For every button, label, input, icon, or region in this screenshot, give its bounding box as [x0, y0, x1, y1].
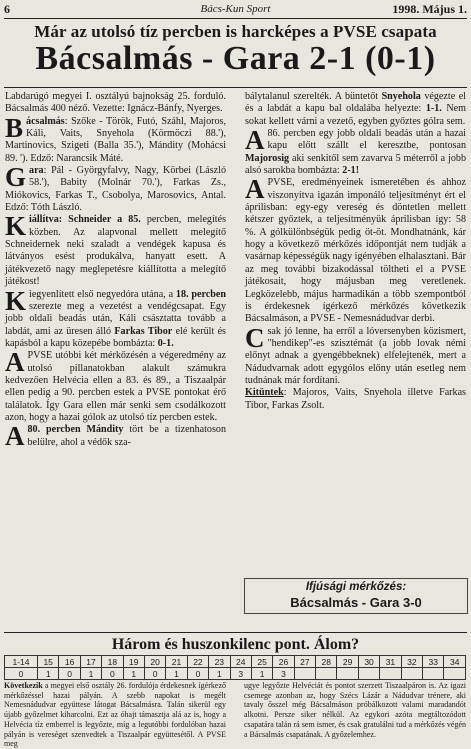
points-cell: 1 [251, 668, 272, 680]
points-cell: 0 [102, 668, 123, 680]
points-cell: 3 [230, 668, 251, 680]
points-cell: 1 [80, 668, 101, 680]
points-cell [380, 668, 401, 680]
page-header [4, 2, 467, 18]
points-cell [294, 668, 315, 680]
section-rule [4, 632, 467, 633]
standouts-paragraph: Kitüntek: Majoros, Vaits, Snyehola illetve Farkas Tibor, Farkas Zsolt. [245, 387, 466, 411]
round-cell: 18 [102, 656, 123, 668]
points-cell: 1 [123, 668, 144, 680]
match-intro: Labdarúgó megyei I. osztályú bajnokság 25. forduló. Bácsalmás 400 néző. Vezette: Ignácz-Bánfy, Nyerges. [5, 91, 226, 115]
points-cell: 3 [273, 668, 294, 680]
headline-rule [4, 87, 467, 88]
round-cell: 26 [273, 656, 294, 668]
sending-off-paragraph: Kiállítva: Schneider a 85. percben, melegítés közben. Az alapvonal mellett melegítő Schneidernek neki szaladt a vendégek kapusa és látványos esést produkálva, hanyatt esett. A játékvezető nagy meglepetésre kiállította a melegítő játékost! [5, 211, 226, 288]
drop-cap: G [5, 162, 27, 193]
round-cell: 1-14 [5, 656, 38, 668]
lineup-away: Gara: Pál - Györgyfalvy, Nagy, Körbei (László 58.'), Babity (Molnár 70.'), Farkas Zs., Miókovics, Farkas T., Csobolya, Marosovics, Antal. Edző: Tóth László. [5, 162, 226, 214]
drop-cap: A [5, 421, 25, 452]
drop-cap: K [5, 285, 27, 316]
drop-cap: B [5, 112, 24, 143]
points-cell: 1 [166, 668, 187, 680]
drop-cap: A [245, 174, 265, 205]
drop-cap: A [245, 125, 265, 156]
preview-column-left: Következik a megyei első osztály 26. fordulója érdekesnek ígérkező mérkőzéssel hazai pályán. A szebb napokat is megélt Nemesnádudvar együttese látogat Bácsalmásra. Talán sikerül egy újabb győzelmet kiharcolni. Ezt az óhajt támasztja alá az is, hogy a Helvécia tíz emberrel is legyőzte, míg a legutóbbi fordulóban hazai pályán is vereséget szenvedtek a Tiszaalpár együttesétől. A PVSE meg [4, 681, 226, 749]
points-cell [358, 668, 379, 680]
points-table [4, 655, 466, 680]
equalizer-paragraph: A 80. percben Mándity tört be a tizenhatoson belülre, ahol a védők sza- [5, 421, 226, 452]
preview-column-right: ugye legyőzte Helvéciát és pontot szerzett Tiszaalpáron is. Az igazi csemege azonban az, hogy Szécs Lázár a Nádudvar trénere, aki tavaly ősszel még Bácsalmáson próbálkozott valami maradandót alkotni. Persze siker nélkül. Az egykori azóta megtáltozódott csapatára talán rá sem ismer, és csak gratulálni tud a mérkőzés végén a Bácsalmás csapatának. A győzelemhez. [244, 681, 466, 739]
round-cell: 21 [166, 656, 187, 668]
round-cell: 24 [230, 656, 251, 668]
round-cell: 31 [380, 656, 401, 668]
points-section-title: Három és huszonkilenc pont. Álom? [111, 636, 360, 653]
penalty-paragraph: bálytalanul szerelték. A büntetőt Snyehola végezte el és a labdát a kapu bal oldalába helyezte: 1-1. Nem sokat kellett várni a vezető, egyben győztes gólra sem. [245, 91, 466, 127]
points-cell: 0 [144, 668, 165, 680]
round-cell: 33 [423, 656, 444, 668]
header-rule [4, 18, 467, 19]
round-cell: 30 [358, 656, 379, 668]
publication-name: Bács-Kun Sport [200, 3, 271, 15]
points-cell [423, 668, 444, 680]
article-column-left [5, 91, 226, 452]
handicap-paragraph: Csak jó lenne, ha erről a lóversenyben közismert, "hendikep"-es szisztémát (a jobb lovak némi előnyt adnak a gyengébbeknek) elfelejtenék, mert a Nádudvarnak adott egygólos előny után esetleg nem tudnának már fordítani. [245, 322, 466, 386]
points-cell [444, 668, 466, 680]
points-cell: 0 [5, 668, 38, 680]
first-goal-paragraph: Kiegyenlített első negyedóra utána, a 18. percben szerezte meg a vezetést a vendégcsapat. Egy jobb oldali beadás után, Káli császtatta tovább a labdát, ami az üresen álló Farkas Tibor elé került és kapásból a kapu közepébe bombázta: 0-1. [5, 285, 226, 349]
round-cell: 20 [144, 656, 165, 668]
round-cell: 28 [316, 656, 337, 668]
round-cell: 19 [123, 656, 144, 668]
youth-match-title: Ifjúsági mérkőzés: [305, 581, 407, 593]
points-cell [337, 668, 358, 680]
rounds-row [5, 656, 466, 668]
drop-cap: C [245, 322, 265, 353]
page-number: 6 [4, 2, 10, 16]
points-row [5, 668, 466, 680]
lineup-home: Bácsalmás: Szőke - Török, Futó, Száhl, Majoros, Káli, Vaits, Snyehola (Körmöczi 88.'), Martinovics, Szigeti (Balla 35.'), Mándity (Mohácsi 89. '). Edző: Narancsik Máté. [5, 112, 226, 164]
drop-cap: K [5, 211, 27, 242]
round-cell: 29 [337, 656, 358, 668]
drop-cap: A [5, 347, 25, 378]
round-cell: 17 [80, 656, 101, 668]
issue-date: 1998. Május 1. [392, 2, 467, 16]
points-cell: 0 [187, 668, 208, 680]
points-cell: 1 [38, 668, 59, 680]
points-cell [316, 668, 337, 680]
round-cell: 15 [38, 656, 59, 668]
round-cell: 32 [401, 656, 422, 668]
round-cell: 27 [294, 656, 315, 668]
article-kicker: Már az utolsó tíz percben is harcképes a PVSE csapata [34, 22, 437, 41]
round-cell: 16 [59, 656, 80, 668]
winning-goal-paragraph: A 86. percben egy jobb oldali beadás után a hazai kapu előtt szállt el keresztbe, pontosan Majorosig aki senkitől sem zavarva 5 méterről a jobb alsó sarokba bombázta: 2-1! [245, 125, 466, 177]
round-cell: 22 [187, 656, 208, 668]
article-headline: Bácsalmás - Gara 2-1 (0-1) [35, 40, 436, 77]
round-cell: 25 [251, 656, 272, 668]
april-form-paragraph: A PVSE, eredményeinek ismeretében és ahhoz viszonyítva igazán imponáló teljesítményt ért el áprilisban: egy-egy vereség és döntetlen mellett kétszer győztek, a teljesítményük áprilisban így: 58 %. A gólkülönbségük pedig öt-öt. Mondhatnánk, kár hogy a következő mérkőzés időpontját nem tudják a vasárnap képességük nagy igényében elhalasztani. Bár az meg további bizakodással töltheti el a PVSE játékosait, hogy májusban meg veretlenek. Legközelebb, május harmadikán a több szempontból is érdekesnek ígérkező mérkőzés következik Bácsalmáson, a PVSE - Nemesnádudvar derbi. [245, 174, 466, 325]
youth-match-box [244, 578, 468, 614]
article-column-right [245, 91, 466, 412]
round-cell: 23 [209, 656, 230, 668]
youth-match-result: Bácsalmás - Gara 3-0 [290, 595, 422, 610]
points-cell [401, 668, 422, 680]
points-cell: 0 [59, 668, 80, 680]
points-cell: 1 [209, 668, 230, 680]
round-cell: 34 [444, 656, 466, 668]
late-goals-paragraph: A PVSE utóbbi két mérkőzésén a végeredmény az utolsó pillanatokban alakult számukra kedvezően Helvécia ellen a 83. és 89., a Tiszaalpár ellen pedig a 90. percben estek a PVSE pontokat érő találatok. Így Gara ellen már senki sem csodálkozott azon, hogy a hazai gólok az utolsó tíz percben estek. [5, 347, 226, 423]
